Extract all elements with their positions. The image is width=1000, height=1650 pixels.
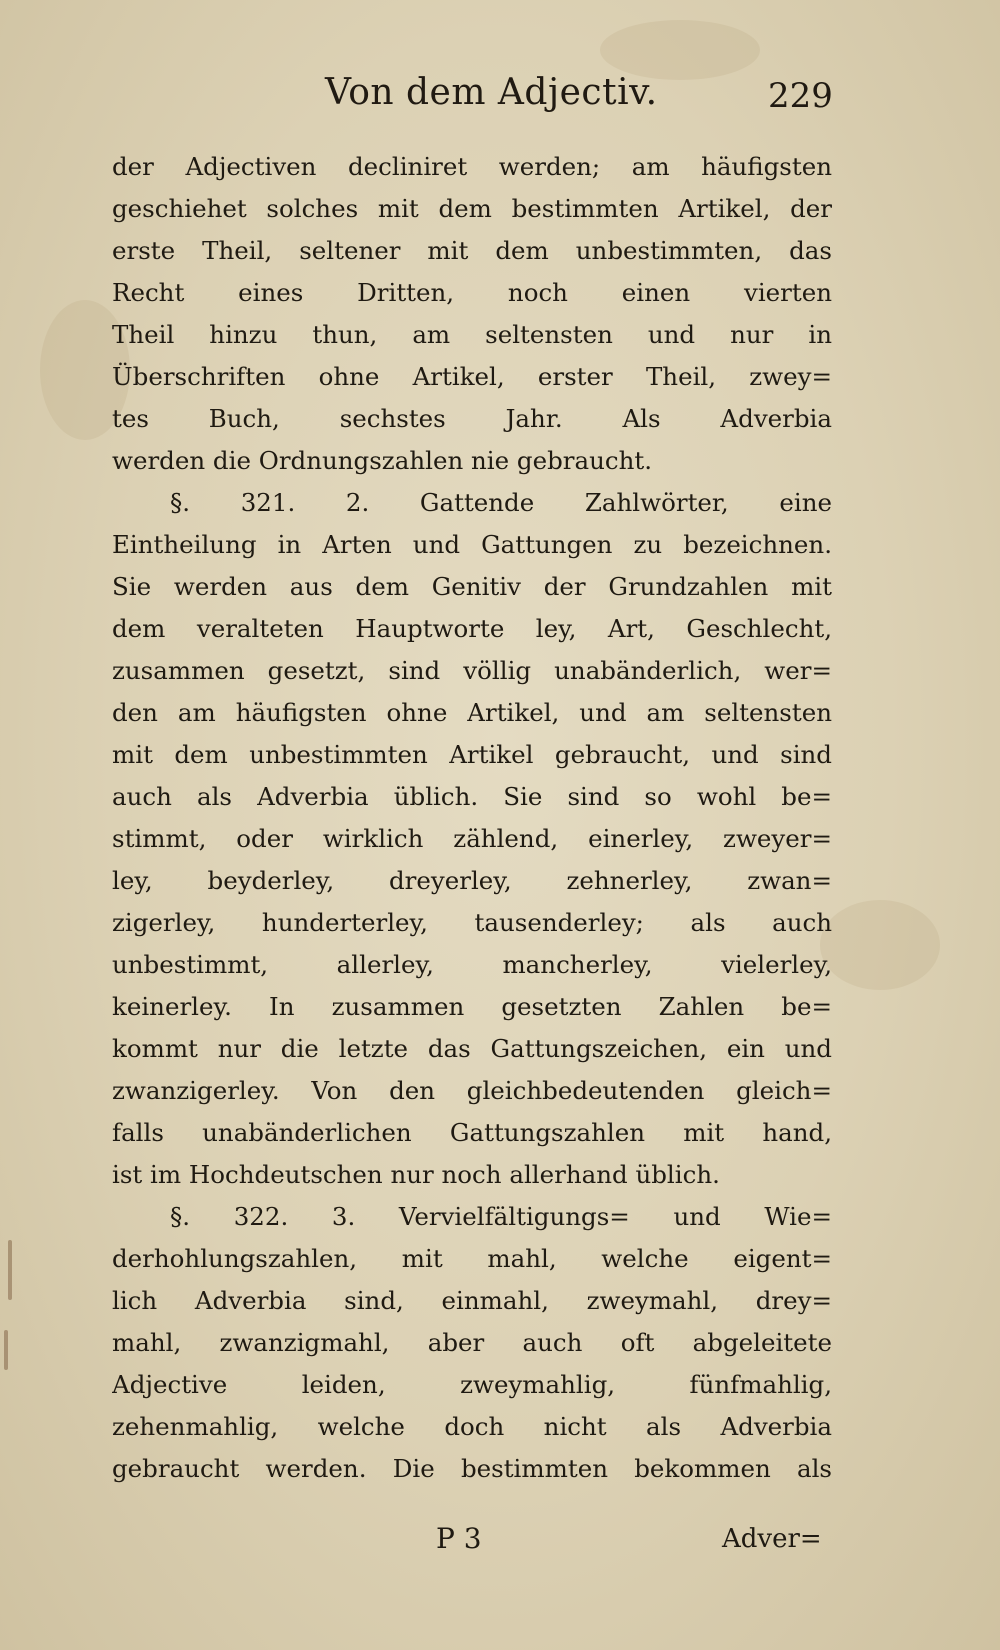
text-line: mit dem unbestimmten Artikel gebraucht, und sind: [112, 740, 832, 769]
text-line: keinerley. In zusammen gesetzten Zahlen be=: [112, 992, 832, 1021]
running-title: Von dem Adjectiv.: [325, 72, 658, 113]
text-line: den am häufigsten ohne Artikel, und am seltensten: [112, 698, 832, 727]
text-line: dem veralteten Hauptworte ley, Art, Geschlecht,: [112, 614, 832, 643]
text-line: ley, beyderley, dreyerley, zehnerley, zwan=: [112, 866, 832, 895]
page-footer: [0, 1522, 1000, 1566]
text-line: Eintheilung in Arten und Gattungen zu bezeichnen.: [112, 530, 832, 559]
text-line: zwanzigerley. Von den gleichbedeutenden gleich=: [112, 1076, 832, 1105]
text-line: erste Theil, seltener mit dem unbestimmten, das: [112, 236, 832, 265]
text-line: stimmt, oder wirklich zählend, einerley, zweyer=: [112, 824, 832, 853]
text-line: Theil hinzu thun, am seltensten und nur in: [112, 320, 832, 349]
text-line: auch als Adverbia üblich. Sie sind so wohl be=: [112, 782, 832, 811]
catchword: Adver=: [722, 1524, 822, 1554]
page-number: 229: [768, 76, 833, 116]
section-heading-322: §. 322. 3. Vervielfältigungs= und Wie=: [170, 1202, 832, 1231]
body-text: [112, 146, 832, 1490]
text-line: Überschriften ohne Artikel, erster Theil, zwey=: [112, 362, 832, 391]
text-line: werden die Ordnungszahlen nie gebraucht.: [112, 446, 653, 475]
text-line: falls unabänderlichen Gattungszahlen mit hand,: [112, 1118, 832, 1147]
text-line: lich Adverbia sind, einmahl, zweymahl, drey=: [112, 1286, 832, 1315]
edge-mark: [4, 1330, 8, 1370]
paper-stain: [820, 900, 940, 990]
text-line: zusammen gesetzt, sind völlig unabänderlich, wer=: [112, 656, 832, 685]
text-line: mahl, zwanzigmahl, aber auch oft abgeleitete: [112, 1328, 832, 1357]
text-line: Sie werden aus dem Genitiv der Grundzahlen mit: [112, 572, 832, 601]
text-line: der Adjectiven decliniret werden; am häufigsten: [112, 152, 832, 181]
text-line: zigerley, hunderterley, tausenderley; als auch: [112, 908, 832, 937]
text-line: Adjective leiden, zweymahlig, fünfmahlig,: [112, 1370, 832, 1399]
text-line: kommt nur die letzte das Gattungszeichen, ein und: [112, 1034, 832, 1063]
text-line: zehenmahlig, welche doch nicht als Adverbia: [112, 1412, 832, 1441]
page-header: [0, 66, 1000, 126]
text-line: Recht eines Dritten, noch einen vierten: [112, 278, 832, 307]
text-line: geschiehet solches mit dem bestimmten Artikel, der: [112, 194, 832, 223]
edge-mark: [8, 1240, 12, 1300]
text-line: gebraucht werden. Die bestimmten bekommen als: [112, 1454, 832, 1483]
section-heading-321: §. 321. 2. Gattende Zahlwörter, eine: [170, 488, 832, 517]
text-line: derhohlungszahlen, mit mahl, welche eigent=: [112, 1244, 832, 1273]
text-line: ist im Hochdeutschen nur noch allerhand üblich.: [112, 1160, 720, 1189]
text-line: tes Buch, sechstes Jahr. Als Adverbia: [112, 404, 832, 433]
text-line: unbestimmt, allerley, mancherley, vielerley,: [112, 950, 832, 979]
signature-mark: P 3: [436, 1522, 482, 1555]
